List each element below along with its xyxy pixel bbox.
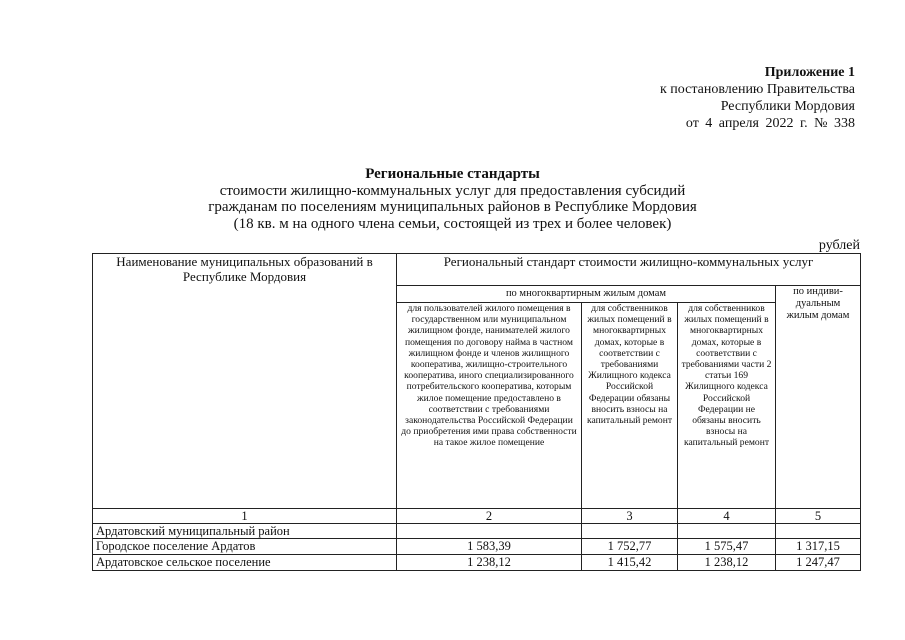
column-number-row xyxy=(93,509,861,524)
column-number: 4 xyxy=(678,509,776,524)
header-name: Наименование муниципальных образований в Республике Мордовия xyxy=(93,254,397,509)
appendix-title: Приложение 1 xyxy=(764,65,855,80)
appendix-line-2: Республики Мордовия xyxy=(720,99,855,114)
value-col-3: 1 752,77 xyxy=(582,539,678,555)
value-col-2: 1 583,39 xyxy=(397,539,582,555)
title-line-2: гражданам по поселениям муниципальных районов в Республике Мордовия xyxy=(208,199,697,215)
standards-table xyxy=(92,253,861,571)
appendix-date-line: от 4 апреля 2022 г. № 338 xyxy=(685,116,855,131)
column-number: 3 xyxy=(582,509,678,524)
title-line-1: стоимости жилищно-коммунальных услуг для предоставления субсидий xyxy=(219,182,686,199)
header-regional: Региональный стандарт стоимости жилищно-коммунальных услуг xyxy=(397,254,861,286)
appendix-line-1: к постановлению Правительства xyxy=(659,82,855,97)
document-title xyxy=(0,166,905,232)
column-number: 5 xyxy=(776,509,861,524)
header-col-2: для пользователей жилого помещения в государственном или муниципальном жилищном фонде, нанимателей жилого помещения по договору найма в частном жилищном фонде и членов жилищного кооператива, жилищно-строительного кооператива, иного специализированного потребительского кооператива, которым жилое помещение предоставлено в соответствии с требованиями законодательства Российской Федерации до приобретения ими права собственности на такое жилое помещение xyxy=(397,303,582,509)
table-row xyxy=(93,539,861,555)
value-col-5: 1 317,15 xyxy=(776,539,861,555)
settlement-name: Ардатовское сельское поселение xyxy=(93,555,397,571)
header-individual: по индиви-дуальным жилым домам xyxy=(776,286,861,509)
header-multi: по многоквартирным жилым домам xyxy=(397,286,776,303)
table-row xyxy=(93,555,861,571)
appendix-header xyxy=(595,64,855,132)
district-name: Ардатовский муниципальный район xyxy=(93,524,397,539)
column-number: 2 xyxy=(397,509,582,524)
settlement-name: Городское поселение Ардатов xyxy=(93,539,397,555)
value-col-2: 1 238,12 xyxy=(397,555,582,571)
currency-unit: рублей xyxy=(818,238,860,253)
district-row xyxy=(93,524,861,539)
value-col-4: 1 238,12 xyxy=(678,555,776,571)
value-col-5: 1 247,47 xyxy=(776,555,861,571)
header-col-3: для собственников жилых помещений в многоквартирных домах, которые в соответствии с требованиями Жилищного кодекса Российской Федерации обязаны вносить взносы на капитальный ремонт xyxy=(582,303,678,509)
value-col-3: 1 415,42 xyxy=(582,555,678,571)
header-col-4: для собственников жилых помещений в многоквартирных домах, которые в соответствии с требованиями части 2 статьи 169 Жилищного кодекса Российской Федерации не обязаны вносить взносы на капитальный ремонт xyxy=(678,303,776,509)
title-line-3: (18 кв. м на одного члена семьи, состоящей из трех и более человек) xyxy=(233,215,672,232)
value-col-4: 1 575,47 xyxy=(678,539,776,555)
column-number: 1 xyxy=(93,509,397,524)
title-main: Региональные стандарты xyxy=(365,166,540,182)
